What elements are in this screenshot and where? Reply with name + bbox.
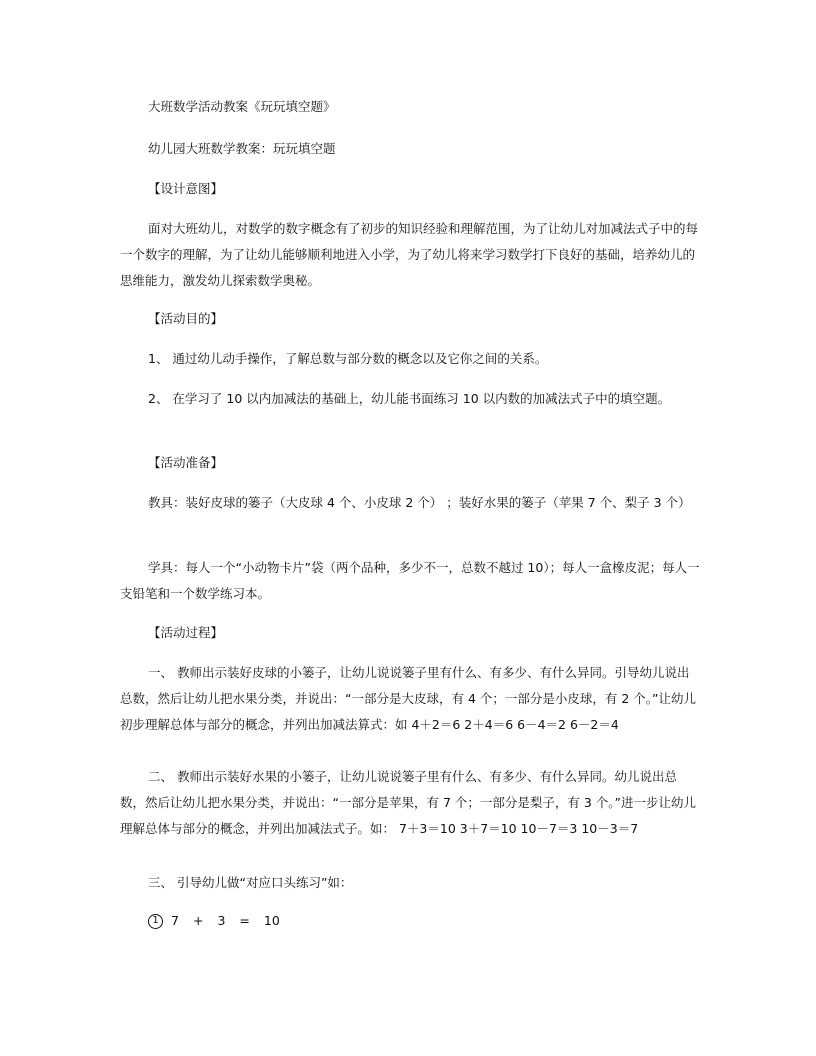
design-text: 面对大班幼儿，对数学的数字概念有了初步的知识经验和理解范围，为了让幼儿对加减法式子中的每一个数字的理解，为了让幼儿能够顺利地进入小学，为了幼儿将来学习数学打下良好的基础，培养幼儿的思维能力，激发幼儿探索数学奥秘。 — [120, 221, 699, 288]
equation-operand-a: 7 — [171, 913, 179, 928]
process-heading: 【活动过程】 — [148, 625, 224, 640]
process-1: 一、 教师出示装好皮球的小篓子，让幼儿说说篓子里有什么、有多少、有什么异同。引导幼儿说出总数，然后让幼儿把水果分类，并说出：“一部分是大皮球，有 4 个；一部分是小皮球，有 2 个。”让幼儿初步理解总体与部分的概念，并列出加减法算式：如 4＋2＝6 2＋4＝6 6－4＝2 6－2＝4 — [120, 665, 697, 732]
design-heading: 【设计意图】 — [148, 181, 224, 196]
document-subtitle: 幼儿园大班数学教案：玩玩填空题 — [148, 141, 336, 156]
equation-plus-sign: + — [192, 913, 204, 928]
goal-2: 2、 在学习了 10 以内加减法的基础上，幼儿能书面练习 10 以内数的加减法式子中的填空题。 — [148, 391, 671, 406]
document-title: 大班数学活动教案《玩玩填空题》 — [148, 99, 336, 114]
goal-1: 1、 通过幼儿动手操作，了解总数与部分数的概念以及它你之间的关系。 — [148, 351, 548, 366]
goals-heading: 【活动目的】 — [148, 311, 224, 326]
equation-operand-b: 3 — [217, 913, 226, 928]
prep-student: 学具：每人一个“小动物卡片”袋（两个品种，多少不一，总数不越过 10）；每人一盒橡皮泥；每人一支铅笔和一个数学练习本。 — [120, 560, 700, 601]
equation-equals-sign: = — [239, 913, 250, 928]
equation-result: 10 — [263, 913, 280, 928]
process-3: 三、 引导幼儿做“对应口头练习”如： — [148, 875, 353, 890]
circled-number-marker: 1 — [148, 914, 163, 929]
process-2: 二、 教师出示装好水果的小篓子，让幼儿说说篓子里有什么、有多少、有什么异同。幼儿说出总数，然后让幼儿把水果分类，并说出：“一部分是苹果，有 7 个；一部分是梨子，有 3 个。”进一步让幼儿理解总体与部分的概念，并列出加减法式子。如： 7＋3＝10 3＋7＝10 10－7＝3 10－3＝7 — [120, 769, 697, 836]
prep-heading: 【活动准备】 — [148, 455, 224, 470]
prep-teacher: 教具：装好皮球的篓子（大皮球 4 个、小皮球 2 个） ；装好水果的篓子（苹果 7 个、梨子 3 个） — [148, 495, 691, 510]
example-equation — [148, 908, 294, 934]
